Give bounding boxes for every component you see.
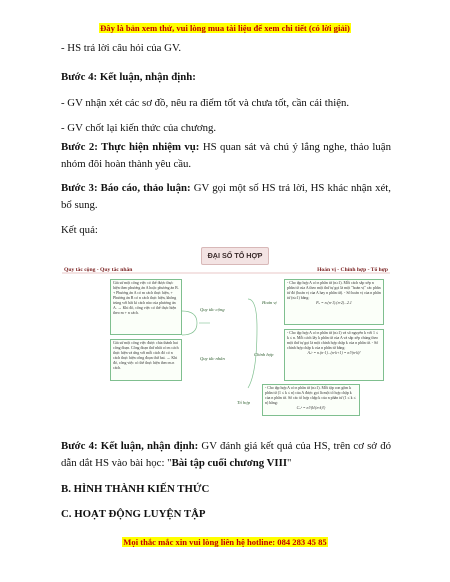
to-hop-formula: Cₙᵏ = n!/(k!(n-k)!) (296, 406, 326, 410)
step2-heading: Bước 2: Thực hiện nhiệm vụ: (61, 141, 200, 153)
section-b-heading: B. HÌNH THÀNH KIẾN THỨC (61, 483, 210, 495)
step2-text: HS quan sát và chú ý lắng nghe, thảo luận nhóm đôi hoàn thành yêu cầu. (61, 141, 391, 170)
preview-banner (0, 23, 450, 33)
step3-paragraph (61, 180, 391, 214)
chinh-hop-text: - Cho tập hợp A có n phần tử (n≥1) và số nguyên k với 1 ≤ k ≤ n. Mỗi cách lấy k phần tử của A và sắp xếp chúng theo một thứ tự gọi là một chỉnh hợp chập k của n phần tử. - Số chỉnh hợp chập k của n phần tử bằng: (287, 331, 379, 350)
to-hop-text: - Cho tập hợp A có n phần tử (n≥1). Mỗi tập con gồm k phần tử (1 ≤ k ≤ n) của A được gọi là một tổ hợp chập k của n phần tử. Số các tổ hợp chập k của n phần tử (1 ≤ k ≤ n) bằng: (265, 386, 356, 405)
step2-paragraph (61, 139, 391, 173)
mindmap-label-to-hop: Tổ hợp (237, 400, 251, 405)
section-c-heading: C. HOẠT ĐỘNG LUYỆN TẬP (61, 508, 206, 520)
step3-heading: Bước 3: Báo cáo, thảo luận: (61, 182, 191, 194)
result-label: Kết quả: (61, 224, 98, 236)
step4-heading: Bước 4: Kết luận, nhận định: (61, 71, 196, 83)
mindmap-box-quy-tac-nhan: Giả sử một công việc được chia thành hai công đoạn. Công đoạn thứ nhất có m cách thực hiện và ứng với mỗi cách đó có n cách thực hiện công đoạn thứ hai. → Khi đó, công việc có thể thực hiện theo m.n cách. (110, 339, 182, 381)
mindmap-box-to-hop (262, 384, 360, 416)
lesson-title: Bài tập cuối chương VIII (171, 457, 288, 469)
mindmap-label-hoan-vi: Hoán vị (262, 300, 277, 305)
mindmap-box-hoan-vi (284, 279, 384, 325)
mindmap-left-header: Quy tắc cộng - Quy tắc nhân (64, 267, 133, 273)
mindmap-label-chinh-hop: Chỉnh hợp (254, 352, 274, 357)
mindmap-label-quy-tac-nhan: Quy tắc nhân (200, 356, 225, 361)
step4-final-heading: Bước 4: Kết luận, nhận định: (61, 440, 199, 452)
paragraph-hs-answer: - HS trả lời câu hỏi của GV. (61, 42, 182, 54)
mindmap-label-quy-tac-cong: Quy tắc cộng (200, 307, 225, 312)
step3-text: GV gọi một số HS trả lời, HS khác nhận xét, bổ sung. (61, 182, 391, 211)
hotline-banner (0, 537, 450, 547)
hoan-vi-text: - Cho tập hợp A có n phần tử (n≥1). Mỗi cách sắp xếp n phần tử của A theo một thứ tự gọi là một "hoán vị" các phần tử đó (hoán vị của A hay n phần tử). - Số hoán vị của n phần tử (n≥1) bằng: (287, 281, 381, 300)
mindmap-figure (62, 243, 390, 416)
hotline-banner-text: Mọi thắc mắc xin vui lòng liên hệ hotline: 084 283 45 85 (123, 537, 327, 547)
paragraph-gv-summary: - GV chốt lại kiến thức của chương. (61, 122, 217, 134)
mindmap-box-quy-tac-cong: Giả sử một công việc có thể được thực hiện theo phương án A hoặc phương án B. + Phương án A có m cách thực hiện, + Phương án B có n cách thực hiện, không trùng với bất kì cách nào của phương án A. → Khi đó, công việc có thể thực hiện theo m + n cách. (110, 279, 182, 335)
step4-final-text: GV đánh giá kết quả của HS, trên cơ sở đó dẫn dắt HS vào bài học: " (61, 440, 391, 469)
chinh-hop-formula: Aₙᵏ = n.(n-1)...(n-k+1) = n!/(n-k)! (307, 351, 361, 355)
mindmap-right-header: Hoán vị - Chỉnh hợp - Tổ hợp (317, 267, 388, 273)
paragraph-gv-comment: - GV nhận xét các sơ đồ, nêu ra điểm tốt và chưa tốt, cần cải thiện. (61, 97, 350, 109)
step4-final-end: " (287, 457, 292, 469)
preview-banner-text: Đây là bản xem thử, vui lòng mua tài liệu để xem chi tiết (có lời giải) (100, 23, 350, 33)
mindmap-box-chinh-hop (284, 329, 384, 381)
mindmap-title: ĐẠI SỐ TỔ HỢP (201, 247, 269, 265)
step4-final-paragraph (61, 438, 391, 472)
hoan-vi-formula: Pₙ = n.(n-1).(n-2)...2.1 (316, 301, 352, 305)
